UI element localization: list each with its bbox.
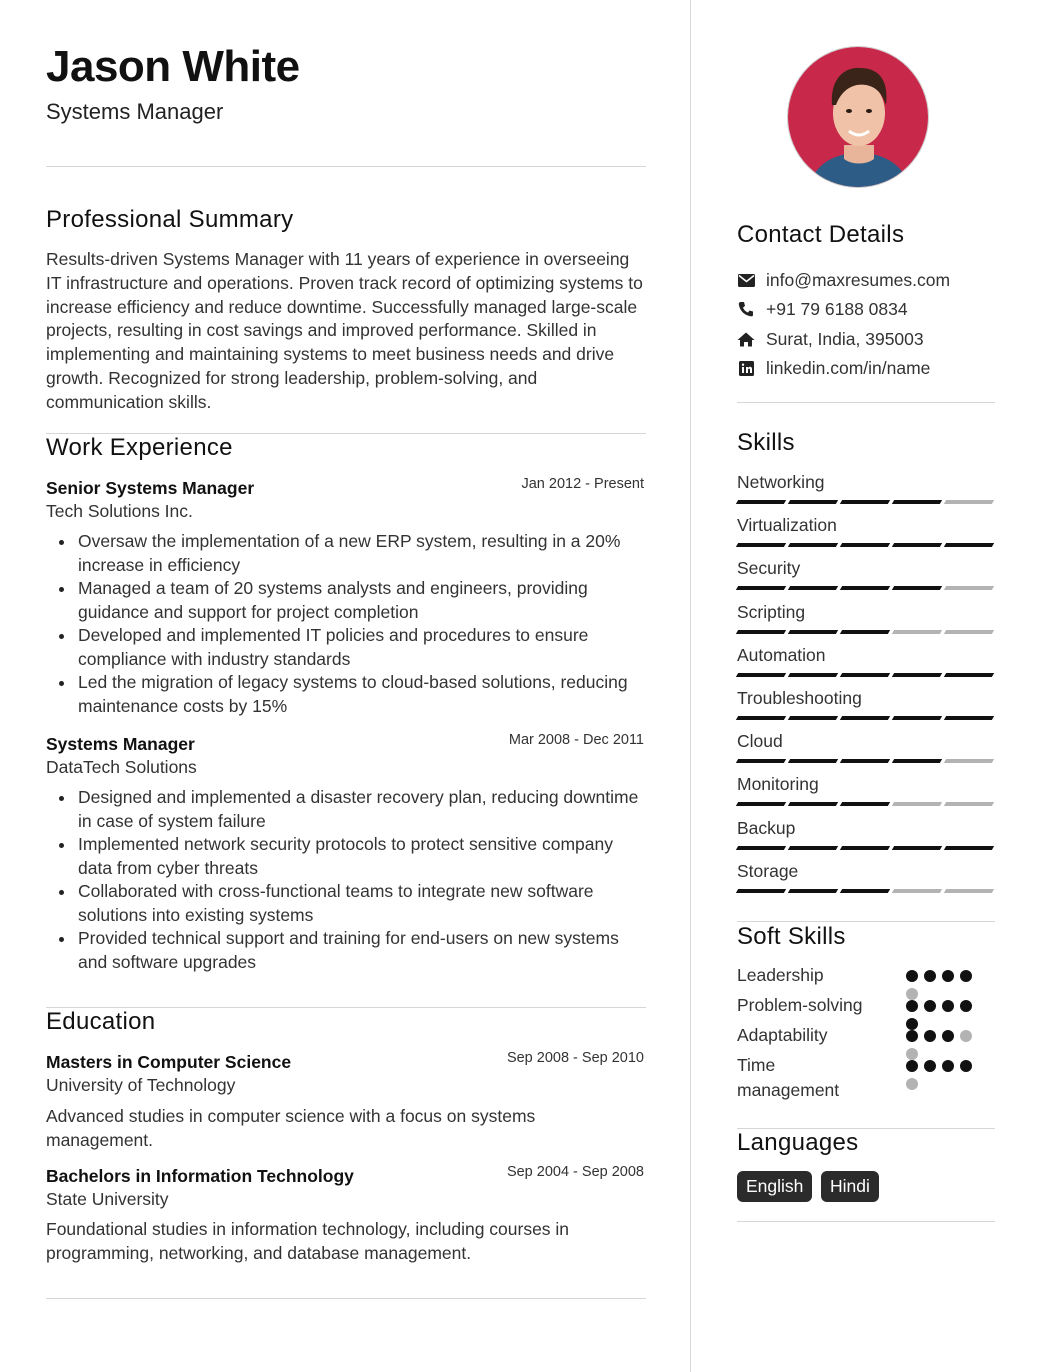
rating-dot	[906, 988, 918, 1000]
skill-level-segment	[892, 630, 942, 634]
skill-level-segment	[788, 630, 838, 634]
skill-level-segment	[840, 802, 890, 806]
skills-heading: Skills	[737, 429, 795, 456]
rating-dot	[960, 1000, 972, 1012]
languages-heading: Languages	[737, 1129, 859, 1156]
soft-skill-rating	[906, 1060, 978, 1090]
degree-title: Masters in Computer Science	[46, 1052, 292, 1072]
contact-linkedin[interactable]	[737, 356, 930, 380]
email-icon	[737, 271, 755, 289]
list-item: Provided technical support and training for end-users on new systems and software upgrades	[78, 927, 646, 974]
skill-level-segment	[892, 586, 942, 590]
skill-level-bar	[737, 500, 993, 504]
skill-level-segment	[892, 543, 942, 547]
skill-level-segment	[840, 673, 890, 677]
skill-level-segment	[736, 759, 786, 763]
skill-name: Networking	[737, 472, 825, 492]
list-item: Managed a team of 20 systems analysts and engineers, providing guidance and support for project completion	[78, 577, 646, 624]
contact-heading: Contact Details	[737, 221, 905, 248]
skill-level-segment	[788, 543, 838, 547]
job-company: Tech Solutions Inc.	[46, 501, 193, 521]
soft-skill-name: Time management	[737, 1055, 840, 1100]
skill-level-bar	[737, 759, 993, 763]
contact-address	[737, 327, 924, 351]
skill-level-segment	[892, 500, 942, 504]
profile-photo	[787, 46, 929, 188]
home-icon	[737, 330, 755, 348]
skill-level-segment	[788, 673, 838, 677]
rating-dot	[942, 970, 954, 982]
candidate-name: Jason White	[46, 42, 300, 91]
contact-phone-text: +91 79 6188 0834	[766, 298, 908, 319]
soft-skill-rating	[906, 1030, 978, 1060]
soft-skills-heading: Soft Skills	[737, 923, 846, 950]
list-item: Collaborated with cross-functional teams to integrate new software solutions into existing systems	[78, 880, 646, 927]
skill-level-segment	[944, 500, 994, 504]
list-item: Designed and implemented a disaster recovery plan, reducing downtime in case of system failure	[78, 786, 646, 833]
skill-level-segment	[736, 673, 786, 677]
skill-level-segment	[788, 846, 838, 850]
language-badge: Hindi	[821, 1171, 879, 1202]
skill-level-segment	[944, 846, 994, 850]
skill-level-segment	[840, 846, 890, 850]
skill-level-segment	[736, 889, 786, 893]
skill-level-bar	[737, 802, 993, 806]
avatar-portrait	[788, 47, 929, 188]
column-divider	[690, 0, 691, 1372]
skill-level-segment	[892, 846, 942, 850]
rating-dot	[906, 1060, 918, 1072]
job-bullets	[78, 786, 646, 974]
linkedin-icon	[737, 359, 755, 377]
skill-name: Storage	[737, 861, 799, 881]
skill-level-segment	[788, 500, 838, 504]
summary-heading: Professional Summary	[46, 206, 294, 233]
skill-level-segment	[788, 716, 838, 720]
skill-name: Virtualization	[737, 515, 837, 535]
skill-level-segment	[944, 716, 994, 720]
section-divider	[737, 1221, 995, 1222]
skill-level-segment	[788, 802, 838, 806]
skill-level-bar	[737, 630, 993, 634]
skill-level-bar	[737, 846, 993, 850]
rating-dot	[942, 1030, 954, 1042]
contact-address-text: Surat, India, 395003	[766, 328, 924, 349]
header-divider	[46, 166, 646, 167]
skill-level-segment	[892, 673, 942, 677]
skill-level-segment	[840, 889, 890, 893]
skill-level-segment	[788, 586, 838, 590]
skill-level-bar	[737, 716, 993, 720]
skill-name: Monitoring	[737, 774, 819, 794]
rating-dot	[906, 1030, 918, 1042]
job-title: Systems Manager	[46, 734, 195, 754]
degree-dates: Sep 2004 - Sep 2008	[506, 1164, 644, 1180]
rating-dot	[924, 1000, 936, 1012]
skill-level-segment	[840, 586, 890, 590]
rating-dot	[942, 1000, 954, 1012]
rating-dot	[960, 970, 972, 982]
skill-level-segment	[840, 543, 890, 547]
skill-level-segment	[944, 802, 994, 806]
candidate-title: Systems Manager	[46, 99, 224, 124]
job-company: DataTech Solutions	[46, 757, 197, 777]
rating-dot	[924, 1060, 936, 1072]
language-badge: English	[737, 1171, 812, 1202]
job-bullets	[78, 530, 646, 718]
skill-level-segment	[944, 889, 994, 893]
skill-level-segment	[736, 543, 786, 547]
soft-skill-rating	[906, 1000, 978, 1030]
degree-description: Advanced studies in computer science with a focus on systems management.	[46, 1106, 536, 1150]
skill-name: Backup	[737, 818, 796, 838]
degree-school: University of Technology	[46, 1075, 236, 1095]
degree-title: Bachelors in Information Technology	[46, 1166, 354, 1186]
soft-skill-rating	[906, 970, 978, 1000]
job-title: Senior Systems Manager	[46, 478, 255, 498]
skill-name: Security	[737, 558, 801, 578]
degree-dates: Sep 2008 - Sep 2010	[506, 1050, 644, 1066]
skill-level-bar	[737, 586, 993, 590]
skill-level-segment	[944, 759, 994, 763]
rating-dot	[906, 1048, 918, 1060]
skill-level-segment	[892, 759, 942, 763]
skill-name: Automation	[737, 645, 826, 665]
skill-name: Cloud	[737, 731, 783, 751]
soft-skill-name: Problem-solving	[737, 995, 863, 1015]
skill-name: Troubleshooting	[737, 688, 862, 708]
skill-level-segment	[736, 630, 786, 634]
rating-dot	[924, 970, 936, 982]
contact-email-text: info@maxresumes.com	[766, 269, 951, 290]
skill-level-bar	[737, 543, 993, 547]
skill-level-segment	[736, 716, 786, 720]
rating-dot	[906, 970, 918, 982]
skill-level-segment	[840, 630, 890, 634]
education-heading: Education	[46, 1008, 156, 1035]
skill-level-segment	[840, 716, 890, 720]
skill-level-segment	[892, 716, 942, 720]
job-dates: Mar 2008 - Dec 2011	[508, 732, 644, 748]
skill-level-segment	[788, 759, 838, 763]
skill-level-segment	[944, 630, 994, 634]
rating-dot	[906, 1018, 918, 1030]
rating-dot	[924, 1030, 936, 1042]
list-item: Oversaw the implementation of a new ERP system, resulting in a 20% increase in efficiency	[78, 530, 646, 577]
list-item: Led the migration of legacy systems to cloud-based solutions, reducing maintenance costs by 15%	[78, 671, 646, 718]
contact-email[interactable]	[737, 268, 950, 292]
skill-level-bar	[737, 673, 993, 677]
skill-level-segment	[840, 759, 890, 763]
list-item: Developed and implemented IT policies and procedures to ensure compliance with industry standards	[78, 624, 646, 671]
rating-dot	[960, 1030, 972, 1042]
phone-icon	[737, 300, 755, 318]
rating-dot	[906, 1078, 918, 1090]
contact-linkedin-text: linkedin.com/in/name	[766, 357, 931, 378]
skill-level-segment	[944, 543, 994, 547]
degree-school: State University	[46, 1189, 169, 1209]
section-divider	[737, 402, 995, 403]
skill-level-segment	[944, 673, 994, 677]
skill-level-segment	[840, 500, 890, 504]
soft-skill-name: Leadership	[737, 965, 824, 985]
skill-level-segment	[736, 586, 786, 590]
skill-level-segment	[892, 889, 942, 893]
skill-level-segment	[944, 586, 994, 590]
skill-level-bar	[737, 889, 993, 893]
skill-level-segment	[736, 802, 786, 806]
soft-skill-name: Adaptability	[737, 1025, 828, 1045]
rating-dot	[942, 1060, 954, 1072]
job-dates: Jan 2012 - Present	[521, 476, 644, 492]
skill-level-segment	[788, 889, 838, 893]
section-divider	[737, 921, 995, 922]
footer-divider	[46, 1298, 646, 1299]
experience-heading: Work Experience	[46, 434, 233, 461]
list-item: Implemented network security protocols to protect sensitive company data from cyber threats	[78, 833, 646, 880]
degree-description: Foundational studies in information technology, including courses in programming, networking, and database management.	[46, 1219, 570, 1263]
skill-level-segment	[736, 500, 786, 504]
skill-name: Scripting	[737, 602, 806, 622]
contact-phone[interactable]	[737, 297, 908, 321]
skill-level-segment	[736, 846, 786, 850]
rating-dot	[960, 1060, 972, 1072]
summary-text: Results-driven Systems Manager with 11 years of experience in overseeing IT infrastructure and operations. Proven track record of optimizing systems to increase efficiency and reduce downtime. Successfully managed large-scale projects, resulting in cost savings and improved performance. Skilled in implementing and maintaining systems to meet business needs and drive growth. Recognized for strong leadership, problem-solving, and communication skills.	[46, 249, 643, 412]
rating-dot	[906, 1000, 918, 1012]
skill-level-segment	[892, 802, 942, 806]
